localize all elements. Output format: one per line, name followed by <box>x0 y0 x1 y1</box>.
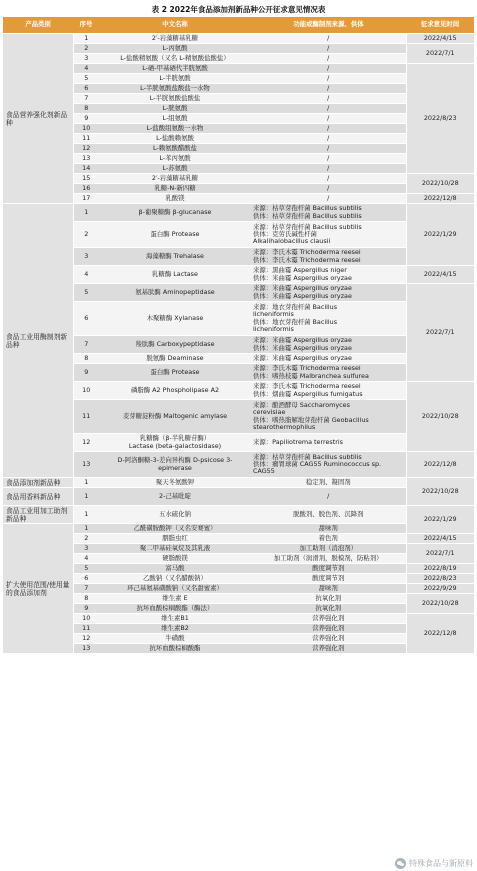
function-source: / <box>251 164 406 174</box>
chinese-name: 维生素B2 <box>99 624 251 634</box>
table-row <box>3 104 474 114</box>
table-row <box>3 204 474 222</box>
function-source: 着色剂 <box>251 534 406 544</box>
row-number: 12 <box>73 144 99 154</box>
table-row <box>3 222 474 248</box>
row-number: 6 <box>73 574 99 584</box>
chinese-name: 羧肽酶 Carboxypeptidase <box>99 336 251 354</box>
table-title: 表 2 2022年食品添加剂新品种公开征求意见情况表 <box>151 5 326 14</box>
table-row <box>3 400 474 434</box>
row-number: 12 <box>73 434 99 452</box>
function-source: / <box>251 144 406 154</box>
consultation-date: 2022/7/1 <box>406 284 474 382</box>
watermark <box>395 858 473 869</box>
row-number: 17 <box>73 194 99 204</box>
row-number: 4 <box>73 64 99 74</box>
row-number: 7 <box>73 584 99 594</box>
chinese-name: 聚二甲基硅氧烷及其乳液 <box>99 544 251 554</box>
row-number: 16 <box>73 184 99 194</box>
table-row <box>3 266 474 284</box>
consultation-date: 2022/10/28 <box>406 382 474 452</box>
consultation-date: 2022/7/1 <box>406 544 474 564</box>
chinese-name: L-苯丙氨酸 <box>99 154 251 164</box>
table-row <box>3 194 474 204</box>
wechat-icon <box>395 858 406 869</box>
table-row <box>3 184 474 194</box>
chinese-name: 磷脂酶 A2 Phospholipase A2 <box>99 382 251 400</box>
chinese-name: 海藻糖酶 Trehalase <box>99 248 251 266</box>
function-source: 来源：枯草芽孢杆菌 Bacillus subtilis 供体：克劳氏碱性杆菌 Alkalihalobacillus clausii <box>251 222 406 248</box>
consultation-date: 2022/8/19 <box>406 564 474 574</box>
table-row <box>3 364 474 382</box>
row-number: 8 <box>73 354 99 364</box>
row-number: 11 <box>73 624 99 634</box>
consultation-date: 2022/4/15 <box>406 534 474 544</box>
consultation-date: 2022/4/15 <box>406 266 474 284</box>
chinese-name: 乙酸钠（又名醋酸钠） <box>99 574 251 584</box>
table-row <box>3 248 474 266</box>
row-number: 5 <box>73 284 99 302</box>
consultation-date: 2022/10/28 <box>406 594 474 614</box>
function-source: / <box>251 154 406 164</box>
function-source: / <box>251 104 406 114</box>
table-row <box>3 614 474 624</box>
header-number: 序号 <box>73 17 99 34</box>
table-row <box>3 284 474 302</box>
row-number: 1 <box>73 524 99 534</box>
chinese-name: L-苏氨酸 <box>99 164 251 174</box>
chinese-name: 蛋白酶 Protease <box>99 222 251 248</box>
table-row <box>3 534 474 544</box>
chinese-name: L-盐酸组氨酸一水物 <box>99 124 251 134</box>
table-row <box>3 164 474 174</box>
row-number: 11 <box>73 134 99 144</box>
row-number: 7 <box>73 336 99 354</box>
row-number: 1 <box>73 478 99 488</box>
table-row <box>3 64 474 74</box>
table-row <box>3 154 474 164</box>
function-source: 酸度调节剂 <box>251 564 406 574</box>
chinese-name: L-半胱氨酸盐酸盐一水物 <box>99 84 251 94</box>
function-source: 抗氧化剂 <box>251 604 406 614</box>
chinese-name: β-葡聚糖酶 β-glucanase <box>99 204 251 222</box>
chinese-name: 维生素 E <box>99 594 251 604</box>
function-source: 脱酸剂、脱色剂、沉降剂 <box>251 506 406 524</box>
table-row <box>3 594 474 604</box>
chinese-name: 牛磺酸 <box>99 634 251 644</box>
function-source: 来源：枯草芽孢杆菌 Bacillus subtilis 供体：瘤胃球菌 CAG55 Ruminococcus sp. CAG55 <box>251 452 406 478</box>
function-source: 甜味剂 <box>251 524 406 534</box>
row-number: 1 <box>73 204 99 222</box>
chinese-name: 麦芽糖淀粉酶 Maltogenic amylase <box>99 400 251 434</box>
table-row <box>3 524 474 534</box>
consultation-date: 2022/4/15 <box>406 34 474 44</box>
table-row <box>3 544 474 554</box>
chinese-name: 蛋白酶 Protease <box>99 364 251 382</box>
table-row <box>3 554 474 564</box>
chinese-name: 乙酰磺胺酸钾（又名安赛蜜） <box>99 524 251 534</box>
function-source: / <box>251 64 406 74</box>
table-row <box>3 634 474 644</box>
chinese-name: 硬脂酸镁 <box>99 554 251 564</box>
chinese-name: 氨基肽酶 Aminopeptidase <box>99 284 251 302</box>
header-chinese-name: 中文名称 <box>99 17 251 34</box>
chinese-name: L-胱氨酸 <box>99 104 251 114</box>
header-category: 产品类别 <box>3 17 73 34</box>
table-row <box>3 144 474 154</box>
row-number: 5 <box>73 74 99 84</box>
chinese-name: 2′-岩藻糖基乳糖 <box>99 174 251 184</box>
row-number: 3 <box>73 544 99 554</box>
function-source: 来源：黑曲霉 Aspergillus niger 供体：米曲霉 Aspergillus oryzae <box>251 266 406 284</box>
chinese-name: L-盐酸赖氨酸 <box>99 134 251 144</box>
function-source: 营养强化剂 <box>251 614 406 624</box>
row-number: 7 <box>73 94 99 104</box>
category-cell: 食品工业用加工助剂新品种 <box>3 506 73 524</box>
function-source: 来源：李氏木霉 Trichoderma reesei 供体：烟曲霉 Aspergillus fumigatus <box>251 382 406 400</box>
function-source: 酸度调节剂 <box>251 574 406 584</box>
row-number: 10 <box>73 382 99 400</box>
row-number: 6 <box>73 84 99 94</box>
function-source: / <box>251 44 406 54</box>
row-number: 8 <box>73 594 99 604</box>
row-number: 11 <box>73 400 99 434</box>
table-row <box>3 34 474 44</box>
row-number: 14 <box>73 164 99 174</box>
function-source: 来源：Papiliotrema terrestris <box>251 434 406 452</box>
table-row <box>3 574 474 584</box>
row-number: 12 <box>73 634 99 644</box>
consultation-date: 2022/7/1 <box>406 44 474 64</box>
table-row <box>3 54 474 64</box>
function-source: 稳定剂、凝固剂 <box>251 478 406 488</box>
chinese-name: L-半胱氨酸 <box>99 74 251 84</box>
category-cell: 食品添加剂新品种 <box>3 478 73 488</box>
function-source: 来源：米曲霉 Aspergillus oryzae 供体：米曲霉 Aspergillus oryzae <box>251 336 406 354</box>
chinese-name: L-硒-甲基硒代半胱氨酸 <box>99 64 251 74</box>
row-number: 9 <box>73 364 99 382</box>
consultation-date: 2022/1/29 <box>406 506 474 534</box>
table-header <box>3 17 474 34</box>
row-number: 5 <box>73 564 99 574</box>
function-source: / <box>251 34 406 44</box>
table-row <box>3 488 474 506</box>
consultation-date: 2022/10/28 <box>406 174 474 194</box>
function-source: / <box>251 174 406 184</box>
row-number: 2 <box>73 44 99 54</box>
row-number: 2 <box>73 534 99 544</box>
category-cell: 食品工业用酶制剂新品种 <box>3 204 73 478</box>
function-source: / <box>251 54 406 64</box>
chinese-name: 脱氨酶 Deaminase <box>99 354 251 364</box>
function-source: / <box>251 74 406 84</box>
function-source: 甜味剂 <box>251 584 406 594</box>
row-number: 13 <box>73 154 99 164</box>
function-source: / <box>251 124 406 134</box>
function-source: 抗氧化剂 <box>251 594 406 604</box>
function-source: 来源：米曲霉 Aspergillus oryzae 供体：米曲霉 Aspergillus oryzae <box>251 284 406 302</box>
chinese-name: 乳酸镁 <box>99 194 251 204</box>
row-number: 3 <box>73 54 99 64</box>
function-source: 加工助剂（消泡剂） <box>251 544 406 554</box>
chinese-name: 抗坏血酸棕榈酸酯 <box>99 644 251 654</box>
table-row <box>3 382 474 400</box>
chinese-name: L-赖氨酸醋酸盐 <box>99 144 251 154</box>
chinese-name: 胭脂虫红 <box>99 534 251 544</box>
table-row <box>3 74 474 84</box>
consultation-date: 2022/1/29 <box>406 204 474 266</box>
row-number: 13 <box>73 452 99 478</box>
chinese-name: 2′-岩藻糖基乳糖 <box>99 34 251 44</box>
table-row <box>3 302 474 336</box>
table-row <box>3 336 474 354</box>
function-source: / <box>251 194 406 204</box>
row-number: 4 <box>73 554 99 564</box>
chinese-name: 抗坏血酸棕榈酸酯（酶法） <box>99 604 251 614</box>
table-row <box>3 506 474 524</box>
table-row <box>3 354 474 364</box>
function-source: 来源：李氏木霉 Trichoderma reesei 供体：李氏木霉 Trichoderma reesei <box>251 248 406 266</box>
row-number: 2 <box>73 222 99 248</box>
table-row <box>3 478 474 488</box>
table-row <box>3 94 474 104</box>
row-number: 1 <box>73 488 99 506</box>
row-number: 10 <box>73 124 99 134</box>
chinese-name: L-丙氨酸 <box>99 44 251 54</box>
chinese-name: 乳糖酶 Lactase <box>99 266 251 284</box>
consultation-date: 2022/12/8 <box>406 452 474 478</box>
table-row <box>3 564 474 574</box>
chinese-name: 乳糖-N-新四糖 <box>99 184 251 194</box>
table-body <box>3 34 474 654</box>
function-source: / <box>251 134 406 144</box>
consultation-date: 2022/8/23 <box>406 64 474 174</box>
function-source: 来源：枯草芽孢杆菌 Bacillus subtilis 供体：枯草芽孢杆菌 Bacillus subtilis <box>251 204 406 222</box>
table-row <box>3 434 474 452</box>
function-source: / <box>251 94 406 104</box>
table-row <box>3 134 474 144</box>
table-row <box>3 84 474 94</box>
chinese-name: L-组氨酸 <box>99 114 251 124</box>
chinese-name: D-阿洛酮糖-3-差向异构酶 D-psicose 3- epimerase <box>99 452 251 478</box>
consultation-date: 2022/12/8 <box>406 614 474 654</box>
table-row <box>3 644 474 654</box>
consultation-date: 2022/9/29 <box>406 584 474 594</box>
chinese-name: 维生素B1 <box>99 614 251 624</box>
table-row <box>3 604 474 614</box>
table-row <box>3 124 474 134</box>
row-number: 10 <box>73 614 99 624</box>
function-source: / <box>251 84 406 94</box>
function-source: 营养强化剂 <box>251 624 406 634</box>
consultation-date: 2022/10/28 <box>406 478 474 506</box>
chinese-name: 环己基氨基磺酸钠（又名甜蜜素） <box>99 584 251 594</box>
function-source: 来源：酿酒酵母 Saccharomyces cerevisiae 供体：嗜热脂解地芽孢杆菌 Geobacillus stearothermophilus <box>251 400 406 434</box>
function-source: 营养强化剂 <box>251 644 406 654</box>
function-source: 加工助剂（润滑剂，脱模剂，防粘剂） <box>251 554 406 564</box>
row-number: 15 <box>73 174 99 184</box>
chinese-name: 乳糖酶（β-半乳糖苷酶） Lactase (beta-galactosidase) <box>99 434 251 452</box>
header-consultation-date: 征求意见时间 <box>406 17 474 34</box>
chinese-name: L-半胱氨酸盐酸盐 <box>99 94 251 104</box>
row-number: 1 <box>73 506 99 524</box>
table-row <box>3 584 474 594</box>
category-cell: 扩大使用范围/使用量的食品添加剂 <box>3 524 73 654</box>
row-number: 9 <box>73 114 99 124</box>
function-source: / <box>251 114 406 124</box>
chinese-name: L-盐酸精氨酸（又名 L-精氨酸盐酸盐） <box>99 54 251 64</box>
additive-table <box>3 17 474 654</box>
row-number: 8 <box>73 104 99 114</box>
row-number: 13 <box>73 644 99 654</box>
category-cell: 食品营养强化剂新品种 <box>3 34 73 204</box>
chinese-name: 2-己基吡啶 <box>99 488 251 506</box>
table-row <box>3 44 474 54</box>
chinese-name: 五水硫化钠 <box>99 506 251 524</box>
consultation-date: 2022/12/8 <box>406 194 474 204</box>
table-row <box>3 114 474 124</box>
table-row <box>3 174 474 184</box>
row-number: 4 <box>73 266 99 284</box>
category-cell: 食品用香料新品种 <box>3 488 73 506</box>
row-number: 9 <box>73 604 99 614</box>
header-function-source: 功能或酶制剂来源、供体 <box>251 17 406 34</box>
row-number: 3 <box>73 248 99 266</box>
function-source: / <box>251 184 406 194</box>
row-number: 1 <box>73 34 99 44</box>
function-source: 营养强化剂 <box>251 634 406 644</box>
function-source: 来源：李氏木霉 Trichoderma reesei 供体：嗜热枝霉 Malbranchea sulfurea <box>251 364 406 382</box>
chinese-name: 聚天冬氨酸钾 <box>99 478 251 488</box>
function-source: 来源：地衣芽孢杆菌 Bacillus licheniformis 供体：地衣芽孢杆菌 Bacillus licheniformis <box>251 302 406 336</box>
function-source: / <box>251 488 406 506</box>
function-source: 来源：米曲霉 Aspergillus oryzae <box>251 354 406 364</box>
consultation-date: 2022/8/23 <box>406 574 474 584</box>
row-number: 6 <box>73 302 99 336</box>
watermark-text: 特殊食品与新原料 <box>409 859 473 868</box>
chinese-name: 富马酸 <box>99 564 251 574</box>
table-row <box>3 624 474 634</box>
table-row <box>3 452 474 478</box>
chinese-name: 木聚糖酶 Xylanase <box>99 302 251 336</box>
